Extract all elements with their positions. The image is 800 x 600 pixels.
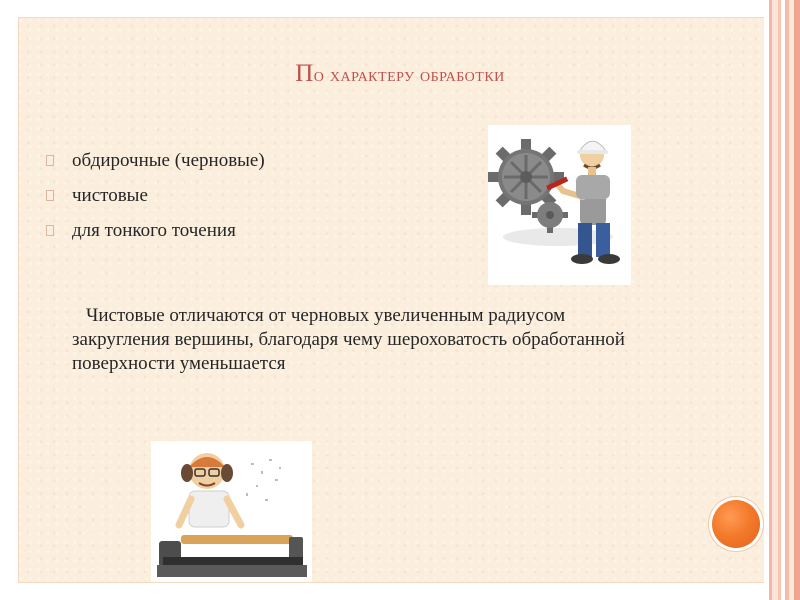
bullet-marker-icon [46, 225, 54, 236]
bullet-item [46, 220, 265, 255]
slide-title-rest: о характеру обработки [313, 64, 505, 86]
decorative-stripes [764, 0, 800, 600]
bullet-text: обдирочные (черновые) [72, 150, 265, 171]
worker-with-gears-icon [488, 125, 631, 285]
bullet-text: чистовые [72, 185, 148, 206]
worker-with-gears-illustration [488, 125, 631, 285]
decorative-orange-circle [712, 500, 760, 548]
body-paragraph [72, 304, 662, 376]
worker-at-lathe-icon [151, 441, 312, 582]
slide-frame [18, 17, 765, 583]
worker-at-lathe-illustration [151, 441, 312, 582]
bullet-marker-icon [46, 155, 54, 166]
bullet-text: для тонкого точения [72, 220, 236, 241]
slide-title-first-letter: П [295, 60, 314, 87]
body-paragraph-text: Чистовые отличаются от черновых увеличенным радиусом закругления вершины, благодаря чему шероховатость обработанной поверхности уменьшается [72, 305, 625, 374]
bullet-item [46, 150, 265, 185]
bullet-item [46, 185, 265, 220]
bullet-list [46, 150, 265, 255]
slide-title [0, 60, 800, 88]
bullet-marker-icon [46, 190, 54, 201]
